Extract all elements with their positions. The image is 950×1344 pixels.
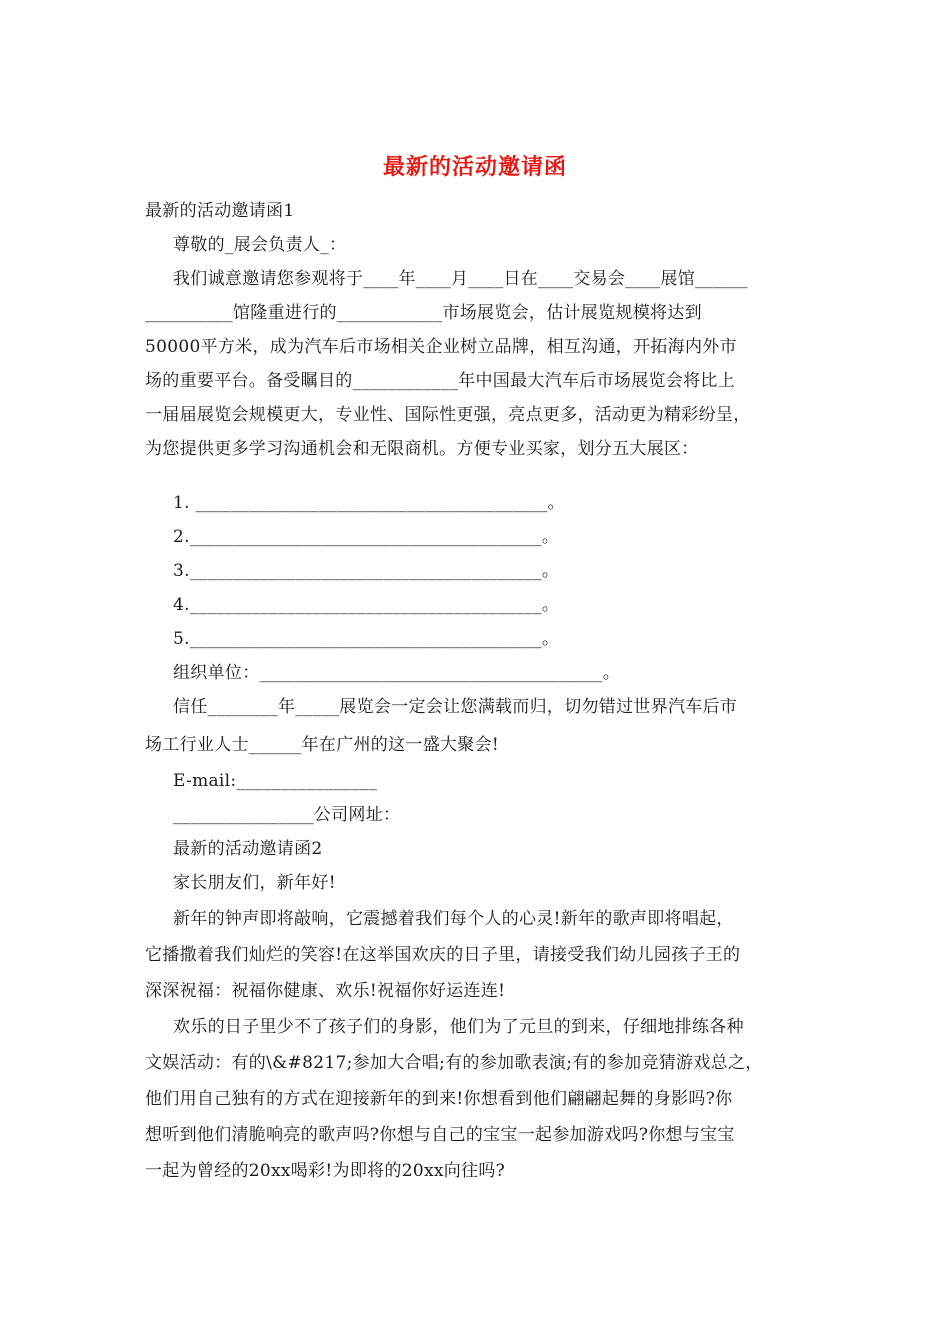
- organizer-line: 组织单位：_______________________________________。: [173, 663, 620, 683]
- paragraph-line: 一起为曾经的20xx喝彩!为即将的20xx向往吗?: [145, 1161, 506, 1181]
- list-item: 2.________________________________________。: [173, 527, 560, 547]
- paragraph-line: 欢乐的日子里少不了孩子们的身影，他们为了元旦的到来，仔细地排练各种: [173, 1017, 744, 1037]
- paragraph-line: 信任________年_____展览会一定会让您满载而归，切勿错过世界汽车后市: [173, 697, 738, 717]
- email-line: E-mail:________________: [173, 771, 378, 791]
- paragraph-line: 我们诚意邀请您参观将于____年____月____日在____交易会____展馆______: [173, 269, 748, 289]
- section-heading: 最新的活动邀请函1: [145, 201, 295, 221]
- paragraph-line: 50000平方米，成为汽车后市场相关企业树立品牌，相互沟通，开拓海内外市: [145, 337, 737, 357]
- website-line: ________________公司网址：: [173, 805, 401, 825]
- list-item: 1. ________________________________________。: [173, 493, 565, 513]
- paragraph-line: 场工行业人士______年在广州的这一盛大聚会!: [145, 735, 500, 755]
- section-heading: 最新的活动邀请函2: [173, 839, 323, 859]
- salutation: 尊敬的_展会负责人_：: [173, 235, 347, 255]
- paragraph-line: 它播撒着我们灿烂的笑容!在这举国欢庆的日子里，请接受我们幼儿园孩子王的: [145, 945, 741, 965]
- list-item: 4.________________________________________。: [173, 595, 560, 615]
- paragraph-line: 深深祝福：祝福你健康、欢乐!祝福你好运连连!: [145, 981, 506, 1001]
- greeting: 家长朋友们，新年好!: [173, 873, 336, 893]
- paragraph-line: 场的重要平台。备受瞩目的____________年中国最大汽车后市场展览会将比上: [145, 371, 735, 391]
- paragraph-line: __________馆隆重进行的____________市场展览会，估计展览规模将达到: [145, 303, 702, 323]
- paragraph-line: 想听到他们清脆响亮的歌声吗?你想与自己的宝宝一起参加游戏吗?你想与宝宝: [145, 1125, 735, 1145]
- document-title: 最新的活动邀请函: [382, 154, 567, 180]
- paragraph-line: 文娱活动：有的\&#8217;参加大合唱;有的参加歌表演;有的参加竞猜游戏总之，: [145, 1053, 763, 1073]
- paragraph-line: 一届届展览会规模更大，专业性、国际性更强，亮点更多，活动更为精彩纷呈，: [145, 405, 751, 425]
- paragraph-line: 新年的钟声即将敲响，它震撼着我们每个人的心灵!新年的歌声即将唱起，: [173, 909, 734, 929]
- paragraph-line: 为您提供更多学习沟通机会和无限商机。方便专业买家，划分五大展区：: [145, 439, 699, 459]
- list-item: 5.________________________________________。: [173, 629, 560, 649]
- paragraph-line: 他们用自己独有的方式在迎接新年的到来!你想看到他们翩翩起舞的身影吗?你: [145, 1089, 733, 1109]
- list-item: 3.________________________________________。: [173, 561, 560, 581]
